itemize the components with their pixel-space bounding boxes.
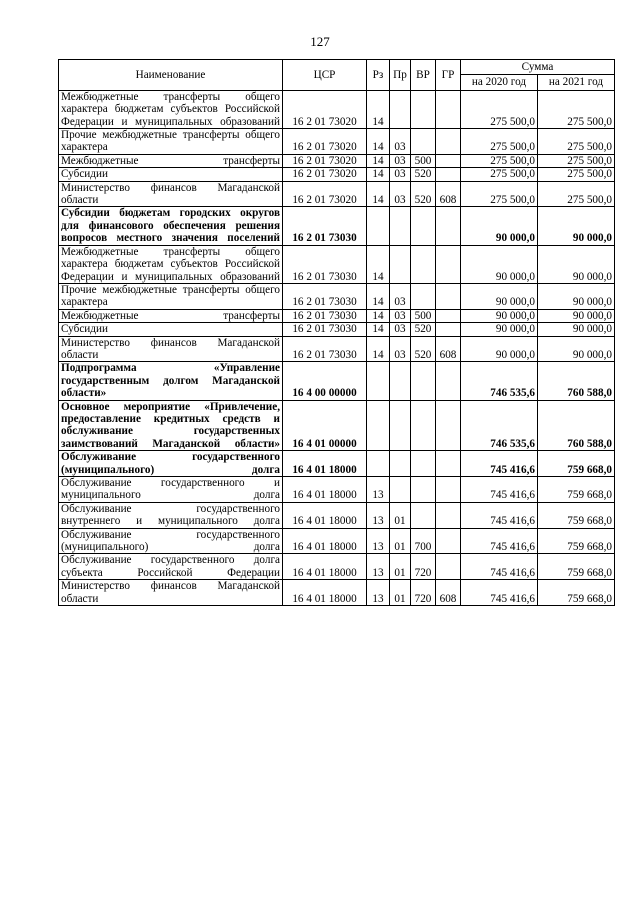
cell-name: Министерство финансов Магаданской области [59, 181, 283, 207]
cell-pr [390, 362, 411, 400]
cell-gr [436, 309, 461, 322]
cell-amount-2021: 760 588,0 [538, 400, 615, 451]
cell-amount-2020: 90 000,0 [461, 336, 538, 362]
table-row [59, 283, 615, 309]
cell-csr: 16 2 01 73020 [283, 154, 367, 167]
cell-amount-2020: 90 000,0 [461, 323, 538, 336]
cell-rz [367, 400, 390, 451]
cell-amount-2021: 275 500,0 [538, 129, 615, 155]
header-pr: Пр [390, 60, 411, 91]
cell-vr [411, 90, 436, 128]
page-number: 127 [310, 34, 330, 49]
cell-amount-2021: 759 668,0 [538, 528, 615, 554]
cell-amount-2021: 275 500,0 [538, 181, 615, 207]
header-year-2021: на 2021 год [538, 75, 615, 90]
cell-pr: 03 [390, 336, 411, 362]
table-row [59, 400, 615, 451]
cell-amount-2020: 90 000,0 [461, 207, 538, 245]
cell-csr: 16 2 01 73020 [283, 168, 367, 181]
cell-csr: 16 4 01 18000 [283, 451, 367, 477]
table-row [59, 336, 615, 362]
cell-gr: 608 [436, 580, 461, 606]
table-row [59, 154, 615, 167]
cell-vr: 520 [411, 168, 436, 181]
cell-csr: 16 4 00 00000 [283, 362, 367, 400]
cell-name: Межбюджетные трансферты [59, 309, 283, 322]
cell-amount-2020: 746 535,6 [461, 362, 538, 400]
cell-amount-2021: 759 668,0 [538, 451, 615, 477]
table-row [59, 502, 615, 528]
cell-amount-2021: 275 500,0 [538, 168, 615, 181]
cell-pr: 01 [390, 580, 411, 606]
cell-name: Межбюджетные трансферты общего характера бюджетам субъектов Российской Федерации и муниципальных образований [59, 245, 283, 283]
cell-vr: 720 [411, 580, 436, 606]
cell-csr: 16 2 01 73030 [283, 323, 367, 336]
cell-name: Подпрограмма «Управление государственным долгом Магаданской области» [59, 362, 283, 400]
table-row [59, 323, 615, 336]
cell-amount-2021: 90 000,0 [538, 283, 615, 309]
cell-amount-2021: 90 000,0 [538, 309, 615, 322]
cell-name: Межбюджетные трансферты [59, 154, 283, 167]
cell-vr [411, 502, 436, 528]
cell-name: Прочие межбюджетные трансферты общего характера [59, 283, 283, 309]
cell-amount-2020: 90 000,0 [461, 245, 538, 283]
cell-gr [436, 502, 461, 528]
cell-name: Обслуживание государственного и муниципального долга [59, 477, 283, 503]
cell-pr: 03 [390, 154, 411, 167]
cell-csr: 16 2 01 73030 [283, 309, 367, 322]
cell-gr [436, 90, 461, 128]
cell-amount-2020: 745 416,6 [461, 451, 538, 477]
table-row [59, 90, 615, 128]
cell-vr [411, 477, 436, 503]
cell-gr: 608 [436, 336, 461, 362]
cell-pr: 01 [390, 528, 411, 554]
cell-vr [411, 451, 436, 477]
cell-rz: 13 [367, 528, 390, 554]
cell-vr: 500 [411, 154, 436, 167]
cell-name: Министерство финансов Магаданской области [59, 336, 283, 362]
cell-csr: 16 2 01 73020 [283, 129, 367, 155]
cell-amount-2020: 745 416,6 [461, 554, 538, 580]
cell-csr: 16 2 01 73030 [283, 283, 367, 309]
cell-pr: 03 [390, 168, 411, 181]
cell-amount-2021: 759 668,0 [538, 580, 615, 606]
cell-pr: 03 [390, 309, 411, 322]
cell-rz: 14 [367, 283, 390, 309]
cell-rz: 13 [367, 477, 390, 503]
table-row [59, 129, 615, 155]
cell-pr: 03 [390, 129, 411, 155]
cell-name: Межбюджетные трансферты общего характера бюджетам субъектов Российской Федерации и муниципальных образований [59, 90, 283, 128]
cell-csr: 16 4 01 18000 [283, 528, 367, 554]
cell-gr [436, 554, 461, 580]
cell-pr [390, 400, 411, 451]
cell-amount-2020: 275 500,0 [461, 181, 538, 207]
cell-csr: 16 4 01 18000 [283, 502, 367, 528]
cell-vr: 700 [411, 528, 436, 554]
header-year-2020: на 2020 год [461, 75, 538, 90]
cell-vr: 720 [411, 554, 436, 580]
cell-vr [411, 362, 436, 400]
cell-rz: 14 [367, 181, 390, 207]
cell-amount-2021: 275 500,0 [538, 90, 615, 128]
cell-amount-2020: 90 000,0 [461, 309, 538, 322]
cell-gr [436, 207, 461, 245]
cell-amount-2021: 90 000,0 [538, 336, 615, 362]
cell-pr: 03 [390, 323, 411, 336]
cell-name: Субсидии бюджетам городских округов для финансового обеспечения решения вопросов местного значения поселений [59, 207, 283, 245]
table-row [59, 528, 615, 554]
header-name: Наименование [59, 60, 283, 91]
cell-name: Субсидии [59, 323, 283, 336]
cell-vr [411, 245, 436, 283]
cell-amount-2020: 90 000,0 [461, 283, 538, 309]
cell-pr [390, 477, 411, 503]
cell-pr [390, 207, 411, 245]
cell-amount-2021: 760 588,0 [538, 362, 615, 400]
cell-rz [367, 451, 390, 477]
cell-rz: 14 [367, 309, 390, 322]
cell-gr [436, 129, 461, 155]
budget-table [58, 59, 615, 606]
cell-rz [367, 362, 390, 400]
cell-csr: 16 2 01 73030 [283, 336, 367, 362]
cell-name: Обслуживание государственного долга субъекта Российской Федерации [59, 554, 283, 580]
table-row [59, 245, 615, 283]
cell-pr: 03 [390, 181, 411, 207]
cell-name: Министерство финансов Магаданской области [59, 580, 283, 606]
header-vr: ВР [411, 60, 436, 91]
table-row [59, 309, 615, 322]
cell-pr: 01 [390, 502, 411, 528]
cell-gr: 608 [436, 181, 461, 207]
cell-gr [436, 362, 461, 400]
cell-csr: 16 2 01 73030 [283, 245, 367, 283]
cell-gr [436, 477, 461, 503]
cell-gr [436, 245, 461, 283]
cell-pr: 01 [390, 554, 411, 580]
cell-gr [436, 528, 461, 554]
cell-amount-2021: 759 668,0 [538, 477, 615, 503]
cell-gr [436, 168, 461, 181]
cell-amount-2020: 745 416,6 [461, 477, 538, 503]
cell-rz: 14 [367, 154, 390, 167]
cell-rz: 14 [367, 323, 390, 336]
table-row [59, 580, 615, 606]
cell-rz: 14 [367, 168, 390, 181]
cell-rz: 14 [367, 90, 390, 128]
cell-vr: 520 [411, 336, 436, 362]
cell-csr: 16 4 01 18000 [283, 580, 367, 606]
cell-amount-2020: 745 416,6 [461, 580, 538, 606]
cell-gr [436, 451, 461, 477]
cell-name: Субсидии [59, 168, 283, 181]
cell-amount-2021: 759 668,0 [538, 554, 615, 580]
table-row [59, 207, 615, 245]
header-rz: Рз [367, 60, 390, 91]
cell-gr [436, 400, 461, 451]
table-row [59, 451, 615, 477]
cell-amount-2020: 275 500,0 [461, 154, 538, 167]
cell-name: Обслуживание государственного (муниципального) долга [59, 528, 283, 554]
cell-vr [411, 207, 436, 245]
cell-csr: 16 4 01 18000 [283, 477, 367, 503]
cell-csr: 16 4 01 00000 [283, 400, 367, 451]
cell-rz: 13 [367, 554, 390, 580]
cell-pr [390, 245, 411, 283]
cell-amount-2020: 275 500,0 [461, 129, 538, 155]
table-row [59, 362, 615, 400]
cell-name: Прочие межбюджетные трансферты общего характера [59, 129, 283, 155]
cell-amount-2020: 745 416,6 [461, 502, 538, 528]
cell-vr: 520 [411, 323, 436, 336]
header-gr: ГР [436, 60, 461, 91]
cell-amount-2021: 90 000,0 [538, 207, 615, 245]
table-row [59, 181, 615, 207]
table-row [59, 168, 615, 181]
cell-rz: 13 [367, 502, 390, 528]
cell-gr [436, 283, 461, 309]
cell-vr [411, 129, 436, 155]
cell-vr [411, 283, 436, 309]
cell-amount-2020: 745 416,6 [461, 528, 538, 554]
header-csr: ЦСР [283, 60, 367, 91]
cell-csr: 16 2 01 73020 [283, 90, 367, 128]
table-body [59, 90, 615, 605]
cell-vr [411, 400, 436, 451]
cell-csr: 16 2 01 73030 [283, 207, 367, 245]
cell-rz [367, 207, 390, 245]
cell-name: Обслуживание государственного внутреннего и муниципального долга [59, 502, 283, 528]
cell-amount-2020: 275 500,0 [461, 90, 538, 128]
cell-rz: 14 [367, 129, 390, 155]
cell-vr: 520 [411, 181, 436, 207]
cell-vr: 500 [411, 309, 436, 322]
cell-amount-2021: 90 000,0 [538, 245, 615, 283]
cell-rz: 14 [367, 245, 390, 283]
cell-csr: 16 4 01 18000 [283, 554, 367, 580]
cell-rz: 14 [367, 336, 390, 362]
cell-amount-2020: 275 500,0 [461, 168, 538, 181]
table-row [59, 477, 615, 503]
cell-name: Основное мероприятие «Привлечение, предоставление кредитных средств и обслуживание государственных заимствований Магаданской области» [59, 400, 283, 451]
cell-rz: 13 [367, 580, 390, 606]
cell-gr [436, 154, 461, 167]
cell-pr: 03 [390, 283, 411, 309]
cell-gr [436, 323, 461, 336]
cell-amount-2020: 746 535,6 [461, 400, 538, 451]
cell-amount-2021: 275 500,0 [538, 154, 615, 167]
header-sum: Сумма [461, 60, 615, 75]
cell-csr: 16 2 01 73020 [283, 181, 367, 207]
table-row [59, 554, 615, 580]
cell-pr [390, 90, 411, 128]
cell-pr [390, 451, 411, 477]
cell-amount-2021: 759 668,0 [538, 502, 615, 528]
cell-name: Обслуживание государственного (муниципального) долга [59, 451, 283, 477]
cell-amount-2021: 90 000,0 [538, 323, 615, 336]
